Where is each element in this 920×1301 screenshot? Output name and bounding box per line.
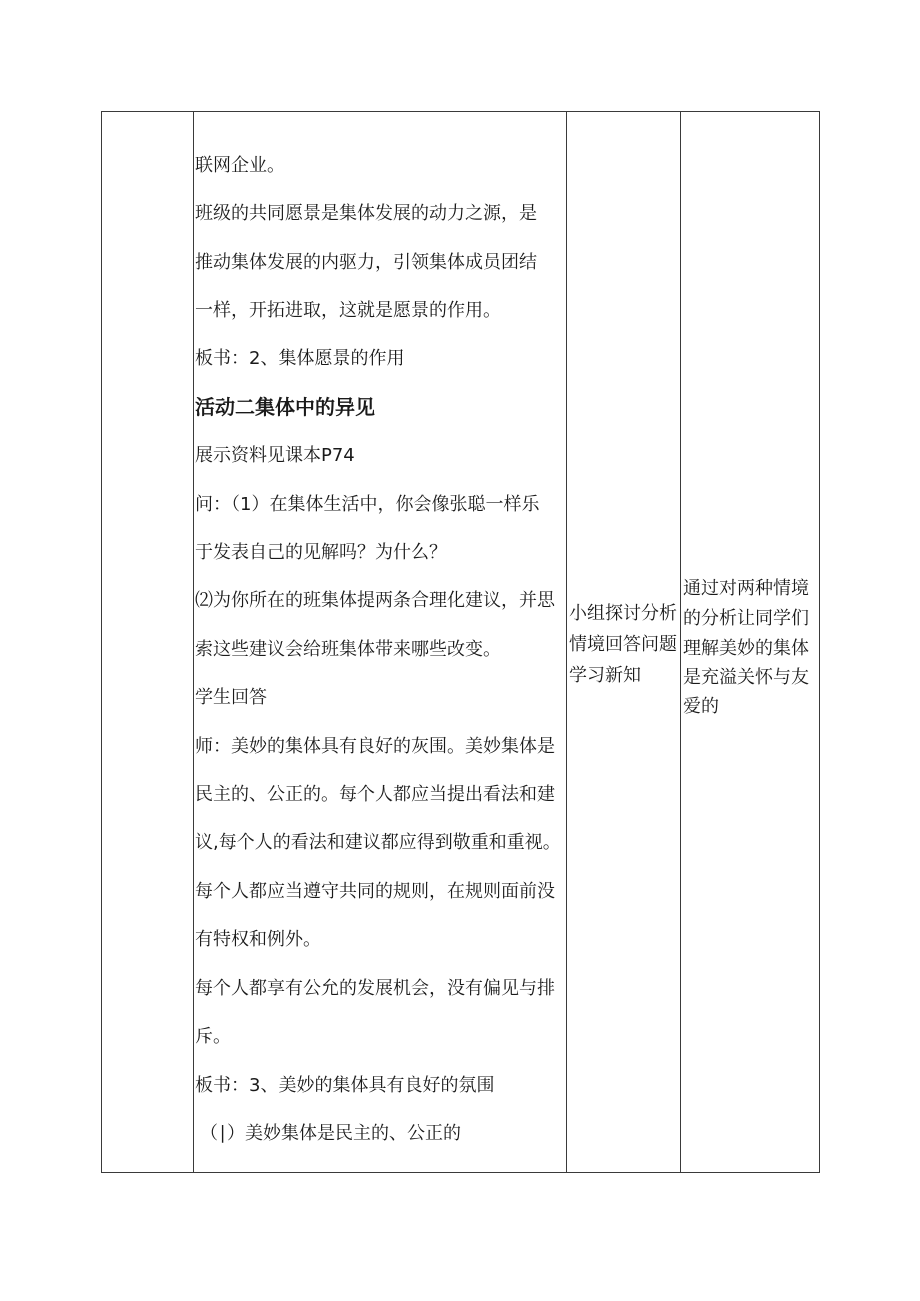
teacher-line: 民主的、公正的。每个人都应当提出看法和建 <box>195 784 555 805</box>
content-line: 展示资料见课本P74 <box>195 445 355 466</box>
student-activity-line: 小组探讨分析 <box>569 603 677 624</box>
design-intent-line: 的分析让同学们 <box>683 608 809 629</box>
content-line: 斥。 <box>195 1026 231 1047</box>
teacher-line: 议,每个人的看法和建议都应得到敬重和重视。 <box>195 832 561 853</box>
content-line: 学生回答 <box>195 687 267 708</box>
table-left-border <box>101 111 102 1173</box>
teacher-line: 每个人都应当遵守共同的规则，在规则面前没 <box>195 881 555 902</box>
activity-two-heading: 活动二集体中的异见 <box>195 395 375 419</box>
column-divider-3 <box>680 111 681 1173</box>
content-line: 一样，开拓进取，这就是愿景的作用。 <box>195 300 501 321</box>
design-intent-line: 是充溢关怀与友 <box>683 667 809 688</box>
question-2-line: ⑵为你所在的班集体提两条合理化建议，并思 <box>195 590 555 611</box>
question-2-line: 索这些建议会给班集体带来哪些改变。 <box>195 639 501 660</box>
teacher-line: 有特权和例外。 <box>195 929 321 950</box>
design-intent-line: 爱的 <box>683 696 719 717</box>
question-1-line: 于发表自己的见解吗？为什么？ <box>195 542 447 563</box>
content-line: 班级的共同愿景是集体发展的动力之源，是 <box>195 203 537 224</box>
teacher-line: 师：美妙的集体具有良好的灰围。美妙集体是 <box>195 736 555 757</box>
board-note-2: 板书：3、美妙的集体具有良好的氛围 <box>195 1075 495 1096</box>
table-right-border <box>819 111 820 1173</box>
question-1-line: 问：（1）在集体生活中，你会像张聪一样乐 <box>195 494 540 515</box>
table-bottom-border <box>101 1172 820 1173</box>
table-top-border <box>101 111 820 112</box>
column-divider-1 <box>193 111 194 1173</box>
content-line: 每个人都享有公允的发展机会，没有偏见与排 <box>195 978 555 999</box>
board-note-sub: （∣）美妙集体是民主的、公正的 <box>200 1123 461 1144</box>
design-intent-line: 通过对两种情境 <box>683 578 809 599</box>
student-activity-line: 情境回答问题 <box>569 634 677 655</box>
board-note-1: 板书：2、集体愿景的作用 <box>195 348 405 369</box>
column-divider-2 <box>566 111 567 1173</box>
content-line: 联网企业。 <box>195 155 285 176</box>
student-activity-line: 学习新知 <box>569 665 641 686</box>
design-intent-line: 理解美妙的集体 <box>683 638 809 659</box>
content-line: 推动集体发展的内驱力，引领集体成员团结 <box>195 252 537 273</box>
